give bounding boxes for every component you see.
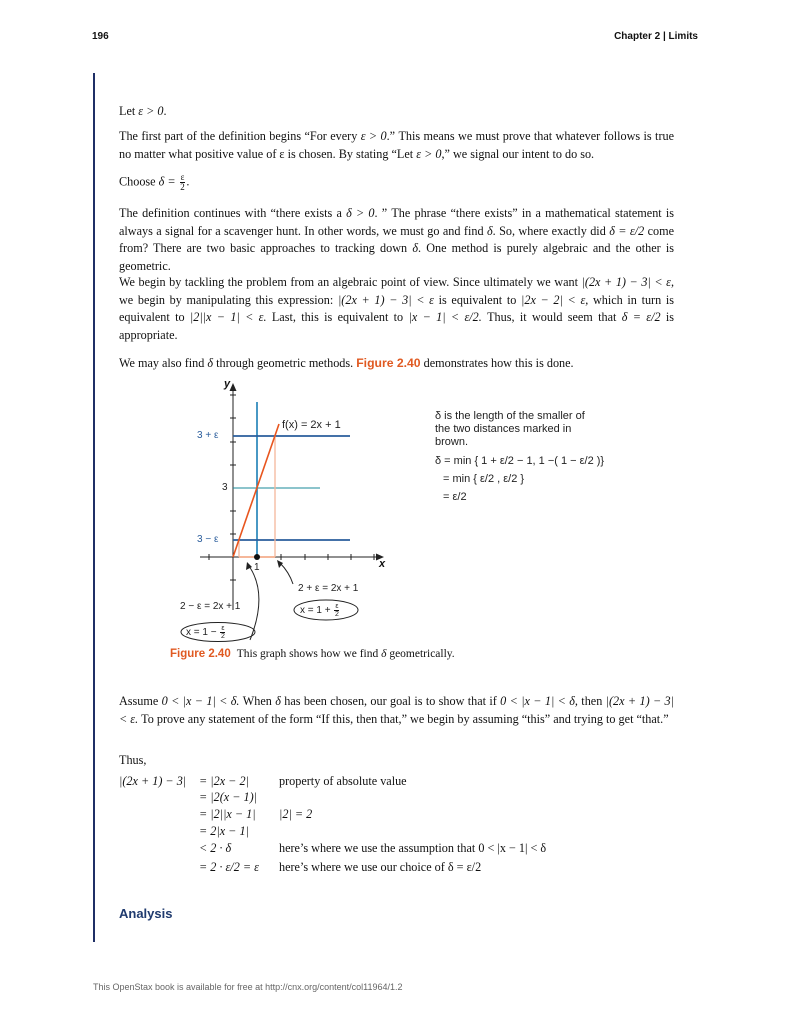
fraction	[334, 603, 339, 618]
numerator: ε	[335, 603, 339, 610]
example-sidebar-rule	[93, 73, 95, 942]
math: |x − 1| < ε/2.	[408, 310, 482, 324]
text: This graph shows how we find	[236, 648, 382, 660]
y-label-3: 3	[222, 482, 228, 493]
analysis-heading: Analysis	[119, 906, 173, 921]
text: Let	[119, 104, 139, 118]
y-label-3-plus-epsilon: 3 + ε	[197, 430, 219, 441]
x-axis-label: x	[379, 558, 386, 570]
math: δ	[207, 356, 214, 370]
math: δ > 0	[346, 206, 375, 220]
numerator: ε	[221, 625, 225, 632]
fraction	[220, 625, 225, 640]
paragraph-choose-delta	[119, 173, 674, 192]
note-equation-1: δ = min { 1 + ε/2 − 1, 1 −( 1 − ε/2 )}	[435, 455, 605, 467]
proof-step-1-reason: property of absolute value	[279, 774, 407, 788]
paragraph-assume	[119, 693, 674, 728]
fraction	[180, 173, 186, 192]
paragraph-thus: Thus,	[119, 753, 147, 767]
numerator: ε	[180, 172, 185, 182]
paragraph-definition-continues	[119, 205, 674, 275]
math: δ	[381, 648, 387, 660]
point-x-1	[254, 554, 260, 560]
proof-step-3-reason: |2| = 2	[279, 807, 313, 821]
text: We begin by tackling the problem from an algebraic point of view. Since ultimately we want	[119, 275, 582, 289]
y-axis-label: y	[224, 378, 231, 390]
math: 0 < |x − 1| < δ.	[161, 694, 240, 708]
y-axis-arrow-icon	[230, 383, 237, 391]
paragraph-first-part	[119, 128, 674, 163]
right-annotation-oval-text	[300, 603, 340, 618]
proof-step-6-reason: here’s where we use our choice of δ = ε/2	[279, 860, 482, 874]
note-equation-2: = min { ε/2 , ε/2 }	[443, 473, 525, 485]
text: x = 1 −	[186, 627, 220, 639]
math: |(2x + 1) − 3| < ε	[337, 292, 434, 307]
text: Last, this is equivalent to	[266, 310, 409, 324]
page-number: 196	[92, 31, 109, 42]
text: then	[577, 694, 606, 708]
math: δ = ε/2	[609, 223, 645, 238]
text: We may also find	[119, 356, 208, 370]
proof-step-5-rhs: < 2 · δ	[199, 841, 232, 855]
math: δ	[275, 694, 281, 708]
paragraph-algebraic	[119, 274, 674, 344]
function-line	[233, 424, 279, 557]
text: we begin by manipulating this expression:	[119, 292, 338, 307]
math: 0 < |x − 1| < δ,	[500, 694, 578, 708]
proof-step-2-rhs: = |2(x − 1)|	[199, 790, 258, 804]
left-annotation-pointer	[249, 566, 259, 640]
right-annotation-pointer	[280, 563, 293, 584]
proof-step-1-rhs: = |2x − 2|	[199, 774, 249, 788]
text: has been chosen, our goal is to show that if	[280, 694, 501, 708]
figure-label: Figure 2.40	[170, 648, 231, 660]
x-tick-label-1: 1	[254, 562, 260, 573]
denominator: 2	[334, 611, 339, 618]
paragraph-geometric	[119, 355, 674, 373]
note-line-3: brown.	[435, 436, 469, 448]
text: The definition continues with “there exists a	[119, 206, 347, 220]
text: The first part of the definition begins “For every	[119, 129, 361, 143]
math: δ =	[158, 174, 179, 189]
paragraph-let-epsilon	[119, 103, 674, 121]
figure-caption	[170, 648, 455, 660]
proof-step-3-rhs: = |2||x − 1|	[199, 807, 256, 821]
proof-lhs: |(2x + 1) − 3|	[119, 774, 187, 788]
text: Thus, it would seem that	[481, 310, 622, 324]
left-annotation-oval-text	[186, 625, 226, 640]
math: ε > 0	[360, 129, 387, 143]
text: . ” The phrase “there exists” in a mathematical statement is always a signal for a scavenger hunt. In other words, we must go and find	[119, 206, 675, 238]
math: δ	[412, 241, 418, 255]
denominator: 2	[180, 182, 185, 192]
math: |(2x + 1) − 3| < ε,	[581, 275, 675, 289]
note-equation-3: = ε/2	[443, 491, 467, 503]
text: demonstrates how this is done.	[420, 356, 574, 370]
math: |(2x + 1) − 3| < ε.	[119, 694, 674, 726]
text: Choose	[119, 174, 159, 189]
math: |2x − 2| < ε,	[521, 292, 589, 307]
math: δ	[486, 223, 493, 238]
right-arrowhead-icon	[277, 560, 283, 568]
text: x = 1 +	[300, 605, 334, 617]
function-label: f(x) = 2x + 1	[282, 419, 341, 431]
chapter-title: Chapter 2 | Limits	[614, 31, 698, 42]
proof-step-4-rhs: = 2|x − 1|	[199, 824, 249, 838]
math: ε > 0	[138, 104, 164, 118]
note-line-2: the two distances marked in	[435, 423, 572, 435]
left-annotation-text: 2 − ε = 2x + 1	[180, 601, 241, 612]
text: To prove any statement of the form “If this, then that,” we begin by assuming “this” and trying to get “that.”	[138, 711, 669, 726]
note-line-1: δ is the length of the smaller of	[435, 410, 585, 422]
proof-step-5-reason: here’s where we use the assumption that 0 < |x − 1| < δ	[279, 841, 547, 855]
math: ε > 0	[416, 146, 442, 161]
text: .	[163, 104, 167, 118]
math: |2||x − 1| < ε.	[189, 310, 267, 324]
text: When	[239, 694, 276, 708]
text: .	[186, 174, 190, 189]
text: come from? There are two basic approaches to tracking down	[119, 223, 675, 255]
denominator: 2	[220, 633, 225, 640]
text: which in turn is equivalent to	[119, 292, 675, 324]
math: δ = ε/2	[621, 310, 661, 324]
footer-text: This OpenStax book is available for free at http://cnx.org/content/col11964/1.2	[93, 982, 403, 992]
text: .” This means we must prove that whatever follows is true no matter what positive value of ε is chosen. By stating “Let	[119, 129, 675, 161]
text: . So, where exactly did	[492, 223, 610, 238]
right-annotation-text: 2 + ε = 2x + 1	[298, 583, 359, 594]
proof-step-6-rhs: = 2 · ε/2 = ε	[199, 860, 259, 874]
figure-note	[435, 410, 635, 504]
text: is appropriate.	[119, 310, 675, 342]
text: Assume	[119, 694, 162, 708]
text: through geometric methods.	[213, 356, 357, 370]
text: is equivalent to	[433, 292, 522, 307]
text: ,” we signal our intent to do so.	[441, 146, 595, 161]
text: . One method is purely algebraic and the other is geometric.	[119, 241, 674, 273]
y-label-3-minus-epsilon: 3 − ε	[197, 534, 219, 545]
figure-2-40-link[interactable]: Figure 2.40	[356, 356, 421, 370]
text: geometrically.	[386, 648, 455, 660]
